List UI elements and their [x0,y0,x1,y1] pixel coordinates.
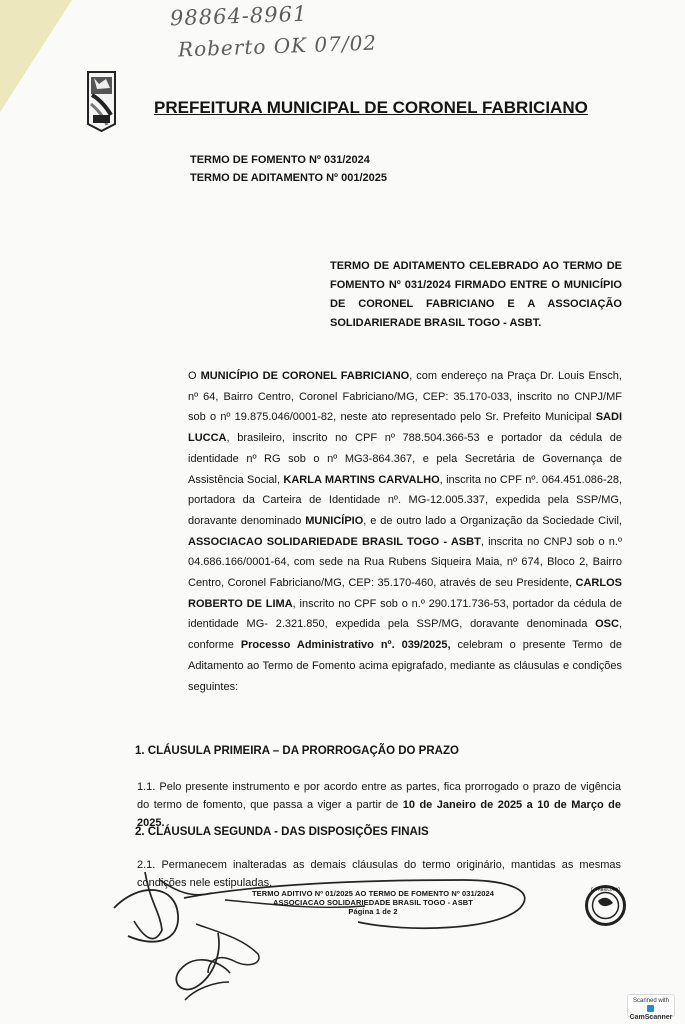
secretary-details-text: , inscrita no CPF nº. 064.451.086-28, portadora da Carteira de Identidade nº. MG-12.005.337, expedida pela SSP/MG, doravante denominado [188,473,623,527]
president-details-text: , inscrito no CPF sob o n.º 290.171.736-53, portador da cédula de identidade MG- 2.321.850, expedida pela SSP/MG, doravante denominada [188,597,622,631]
agreement-parties-paragraph [188,366,622,697]
municipality-name: MUNICÍPIO DE CORONEL FABRICIANO [200,370,410,382]
clause-one-text [137,778,621,832]
folded-corner-shadow [0,0,72,112]
scanner-brand-text: CamScanner [629,1014,673,1021]
administrative-process: Processo Administrativo nº. 039/2025, [240,639,451,652]
page-number: Página 1 de 2 [348,907,398,916]
secretary-name: KARLA MARTINS CARVALHO [283,473,440,486]
president-name: CARLOS ROBERTO DE LIMA [188,577,622,610]
clause-two-title: 2. CLÁUSULA SEGUNDA - DAS DISPOSIÇÕES FINAIS [135,826,429,838]
organization-details-text: , inscrita no CNPJ sob o n.º 04.686.166/0001-64, com sede na Rua Rubens Siqueira Maia, nº 674, Bloco 2, Bairro Centro, Coronel Fabriciano/MG, CEP: 35.170-460, através de seu Presidente, [188,535,622,590]
municipal-crest-icon [85,70,118,133]
clause-one-body: 1.1. Pelo presente instrumento e por acordo entre as partes, fica prorrogado o prazo de vigência do termo de fomento, que passa a viger a partir de [137,781,621,811]
municipality-address-text: , com endereço na Praça Dr. Louis Ensch, nº 64, Bairro Centro, Coronel Fabriciano/MG, CEP: 35.170-033, inscrito no CNPJ/MF sob o nº 19.875.046/0001-82, neste ato representado pelo Sr. Prefeito Municipal [188,370,622,424]
document-footer [238,889,508,916]
footer-term-reference: TERMO ADITIVO Nº 01/2025 AO TERMO DE FOMENTO Nº 031/2024 [251,889,495,898]
organization-name: ASSOCIACAO SOLIDARIEDADE BRASIL TOGO - ASBT [188,535,481,548]
agreement-lead-text: O [188,370,201,382]
mayor-details-text: , brasileiro, inscrito no CPF nº 788.504.366-53 e portador da cédula de identidade nº RG sob o nº MG3-864.367, e pela Secretária de Governança de Assistência Social, [188,432,622,486]
stamp-text: C. FABRICIANO [590,887,621,892]
handwritten-phone-note: 98864-8961 [169,1,308,31]
mayor-name: SADI LUCCA [188,411,622,445]
organization-intro-text: , e de outro lado a Organização da Sociedade Civil, [363,514,622,527]
footer-organization: ASSOCIACAO SOLIDARIEDADE BRASIL TOGO - ASBT [272,898,473,907]
clause-one-title: 1. CLÁUSULA PRIMEIRA – DA PRORROGAÇÃO DO PRAZO [135,745,459,757]
osc-designation: OSC [595,618,619,631]
scanner-brand [628,1005,674,1022]
camscanner-logo-icon [647,1005,654,1012]
municipality-designation: MUNICÍPIO [305,514,364,527]
camscanner-watermark [627,994,675,1021]
scanner-caption: Scanned with [632,998,670,1004]
amendment-term-number: TERMO DE ADITAMENTO Nº 001/2025 [190,172,387,184]
clause-two-body: 2.1. Permanecem inalteradas as demais cláusulas do termo originário, mantidas as mesmas condições nele estipuladas. [137,859,621,889]
process-intro-text: , conforme [188,618,622,652]
closing-text: celebram o presente Termo de Aditamento ao Termo de Fomento acima epigrafado, mediante as cláusulas e condições seguintes: [188,639,623,693]
page-title: PREFEITURA MUNICIPAL DE CORONEL FABRICIANO [154,98,588,117]
fomento-term-number: TERMO DE FOMENTO Nº 031/2024 [190,154,370,166]
handwritten-approval-note: Roberto OK 07/02 [177,30,378,62]
clause-one-period: 10 de Janeiro de 2025 a 10 de Março de 2025. [137,799,621,829]
clause-two-text [137,856,621,892]
official-stamp-icon [583,883,628,928]
agreement-summary: TERMO DE ADITAMENTO CELEBRADO AO TERMO DE FOMENTO Nº 031/2024 FIRMADO ENTRE O MUNICÍPIO DE CORONEL FABRICIANO E A ASSOCIAÇÃO SOLIDARIERADE BRASIL TOGO - ASBT. [330,260,622,329]
